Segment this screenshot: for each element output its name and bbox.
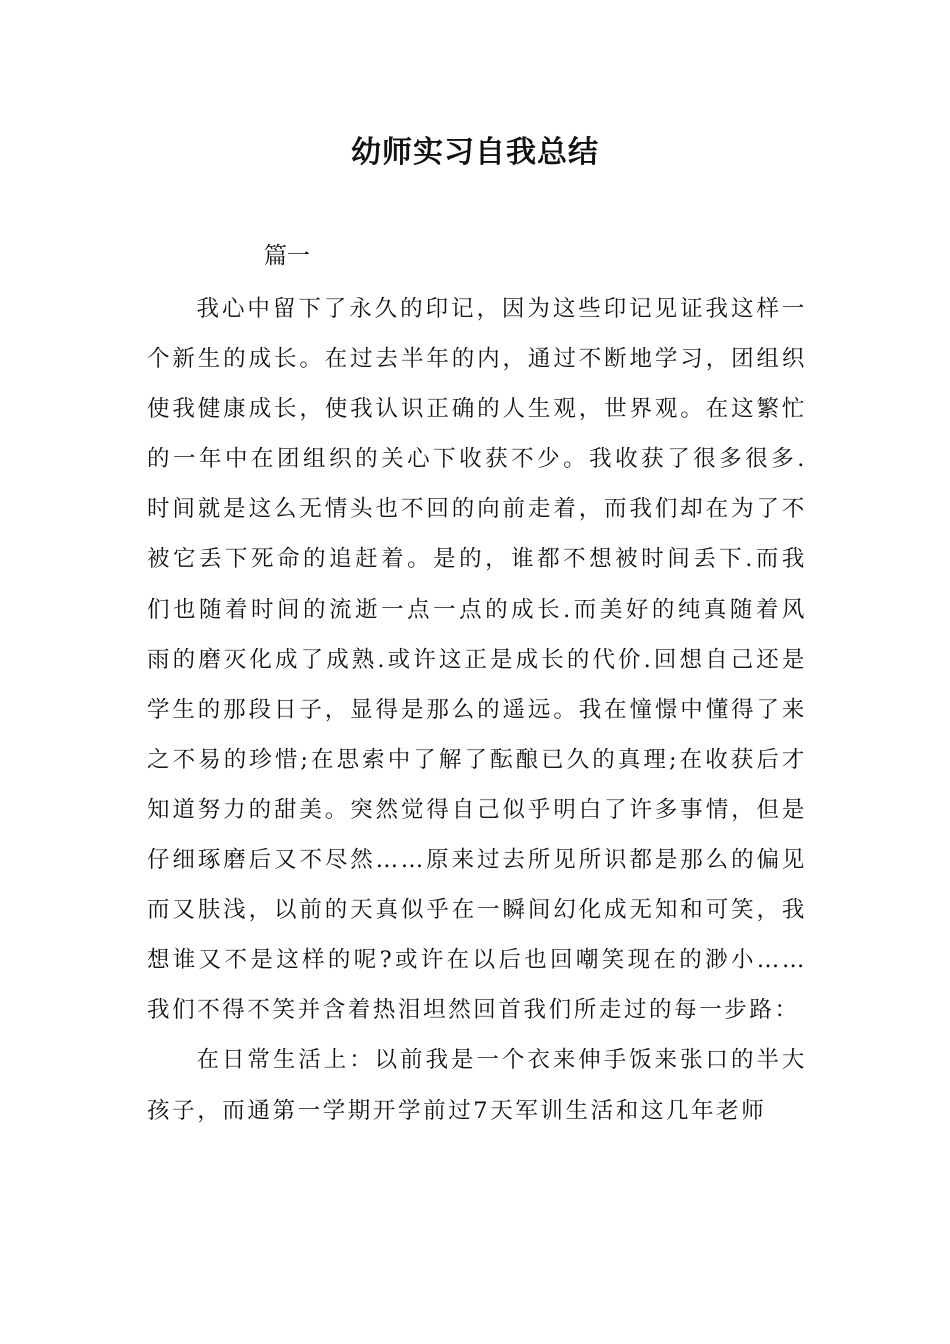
body-paragraph-2: 在日常生活上：以前我是一个衣来伸手饭来张口的半大孩子，而通第一学期开学前过7天军训生活和这几年老师 xyxy=(147,1047,807,1124)
section-label: 篇一 xyxy=(264,243,310,269)
document-title: 幼师实习自我总结 xyxy=(351,135,599,170)
document-body xyxy=(147,284,807,1136)
body-paragraph-1: 我心中留下了永久的印记，因为这些印记见证我这样一个新生的成长。在过去半年的内，通过不断地学习，团组织使我健康成长，使我认识正确的人生观，世界观。在这繁忙的一年中在团组织的关心下收获不少。我收获了很多很多.时间就是这么无情头也不回的向前走着，而我们却在为了不被它丢下死命的追赶着。是的，谁都不想被时间丢下.而我们也随着时间的流逝一点一点的成长.而美好的纯真随着风雨的磨灭化成了成熟.或许这正是成长的代价.回想自己还是学生的那段日子，显得是那么的遥远。我在憧憬中懂得了来之不易的珍惜;在思索中了解了酝酿已久的真理;在收获后才知道努力的甜美。突然觉得自己似乎明白了许多事情，但是仔细琢磨后又不尽然……原来过去所见所识都是那么的偏见而又肤浅，以前的天真似乎在一瞬间幻化成无知和可笑，我想谁又不是这样的呢?或许在以后也回嘲笑现在的渺小……我们不得不笑并含着热泪坦然回首我们所走过的每一步路： xyxy=(147,296,807,1024)
